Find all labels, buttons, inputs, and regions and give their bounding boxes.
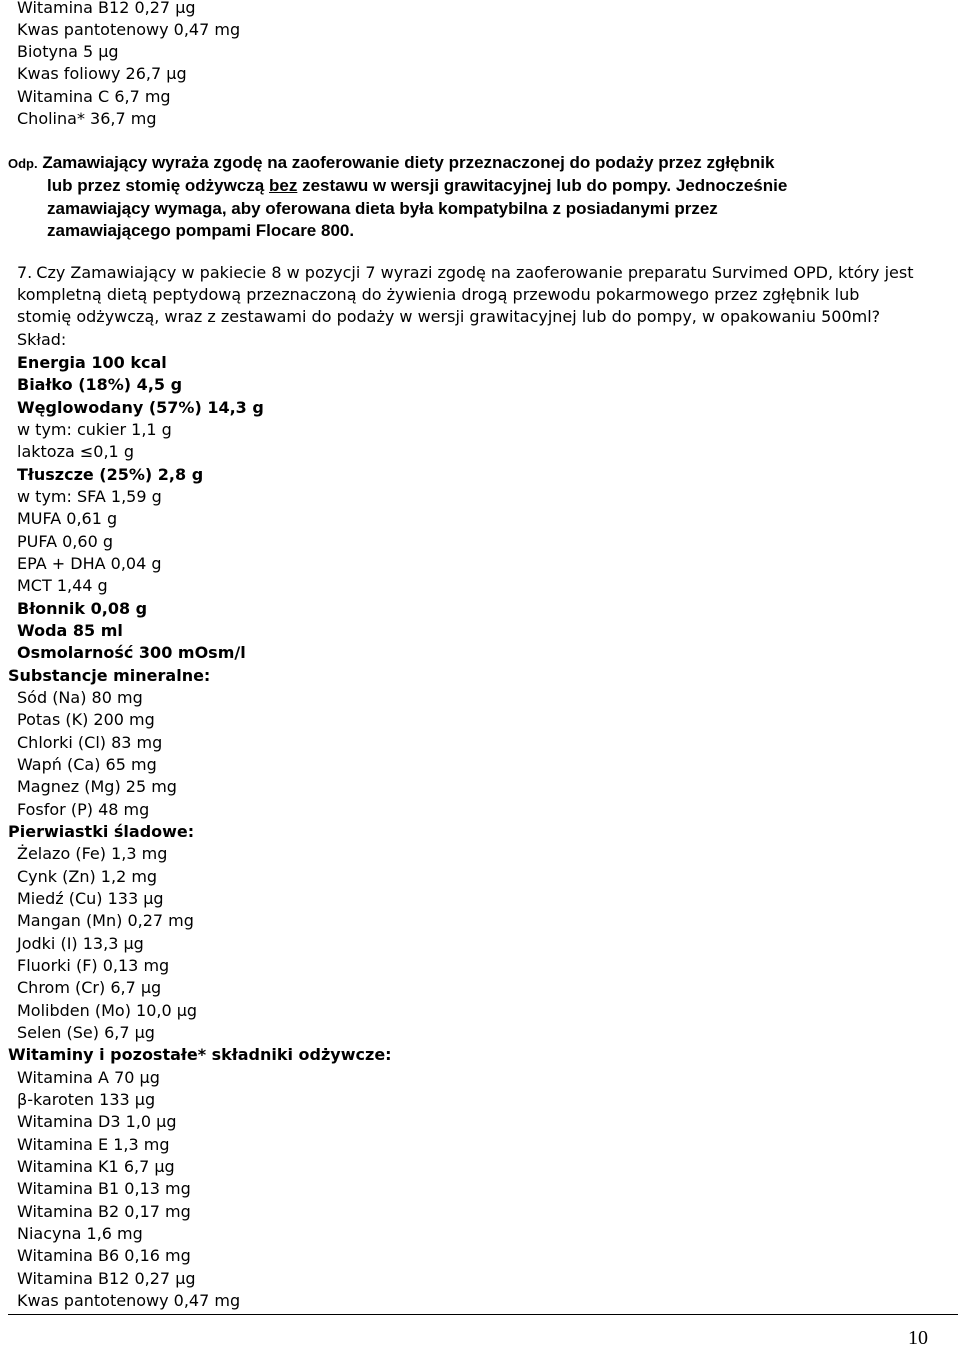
vitamin-item: Witamina B1 0,13 mg (17, 1179, 191, 1198)
answer-underlined-word: bez (269, 176, 298, 196)
less-or-equal-symbol: ≤ (79, 442, 94, 461)
list-item: Cholina* 36,7 mg (17, 109, 157, 128)
vitamin-item: Witamina K1 6,7 µg (17, 1157, 175, 1176)
list-item: Biotyna 5 µg (17, 42, 119, 61)
composition-item: MCT 1,44 g (17, 576, 108, 595)
question-line: kompletną dietą peptydową przeznaczoną do żywienia drogą przewodu pokarmowego przez zgłębnik lub (17, 285, 860, 305)
composition-item: PUFA 0,60 g (17, 532, 113, 551)
answer-label: Odp. (8, 156, 38, 171)
trace-item: Miedź (Cu) 133 µg (17, 889, 164, 908)
answer-line: Zamawiający wyraża zgodę na zaoferowanie diety przeznaczonej do podaży przez zgłębnik (42, 153, 775, 172)
composition-item: Energia 100 kcal (17, 353, 167, 372)
answer-line: zamawiającego pompami Flocare 800. (47, 220, 355, 240)
vitamin-item: β-karoten 133 µg (17, 1090, 156, 1109)
answer-line: zamawiający wymaga, aby oferowana dieta była kompatybilna z posiadanymi przez (47, 198, 718, 218)
vitamin-item: Witamina B12 0,27 µg (17, 1269, 196, 1288)
answer-text: zestawu w wersji grawitacyjnej lub do pompy. Jednocześnie (297, 176, 788, 196)
section-heading-minerals: Substancje mineralne: (8, 666, 211, 685)
question-text: Czy Zamawiający w pakiecie 8 w pozycji 7 wyrazi zgodę na zaoferowanie preparatu Survimed OPD, który jest (36, 263, 914, 282)
mineral-item: Wapń (Ca) 65 mg (17, 755, 157, 774)
list-item: Kwas pantotenowy 0,47 mg (17, 20, 241, 39)
vitamin-item: Witamina B2 0,17 mg (17, 1202, 191, 1221)
list-item: Kwas foliowy 26,7 µg (17, 64, 187, 83)
page-number: 10 (908, 1327, 928, 1349)
mineral-item: Sód (Na) 80 mg (17, 688, 143, 707)
list-item: Witamina B12 0,27 µg (17, 0, 196, 17)
trace-item: Selen (Se) 6,7 µg (17, 1023, 155, 1042)
vitamin-item: Witamina E 1,3 mg (17, 1135, 170, 1154)
composition-item: MUFA 0,61 g (17, 509, 118, 528)
question-line (17, 262, 947, 284)
composition-item: Węglowodany (57%) 14,3 g (17, 398, 264, 417)
answer-text: lub przez stomię odżywczą (47, 176, 269, 196)
trace-item: Cynk (Zn) 1,2 mg (17, 867, 158, 886)
trace-item: Mangan (Mn) 0,27 mg (17, 911, 194, 930)
mineral-item: Fosfor (P) 48 mg (17, 800, 150, 819)
vitamin-item: Niacyna 1,6 mg (17, 1224, 143, 1243)
section-heading-vitamins: Witaminy i pozostałe* składniki odżywcze: (8, 1045, 392, 1064)
composition-item: Tłuszcze (25%) 2,8 g (17, 465, 204, 484)
composition-item: Białko (18%) 4,5 g (17, 375, 183, 394)
vitamin-item: Witamina D3 1,0 µg (17, 1112, 177, 1131)
question-paragraph (17, 262, 947, 329)
list-item: Witamina C 6,7 mg (17, 87, 171, 106)
trace-item: Jodki (I) 13,3 µg (17, 934, 144, 953)
answer-paragraph (8, 152, 908, 242)
composition-item: w tym: cukier 1,1 g (17, 420, 172, 439)
composition-item: Osmolarność 300 mOsm/l (17, 643, 246, 662)
footer-rule (8, 1314, 958, 1315)
mineral-item: Chlorki (Cl) 83 mg (17, 733, 163, 752)
composition-item (17, 441, 134, 463)
trace-item: Chrom (Cr) 6,7 µg (17, 978, 162, 997)
composition-item: w tym: SFA 1,59 g (17, 487, 162, 506)
question-number: 7. (17, 263, 33, 282)
mineral-item: Potas (K) 200 mg (17, 710, 155, 729)
trace-item: Fluorki (F) 0,13 mg (17, 956, 170, 975)
section-heading-trace: Pierwiastki śladowe: (8, 822, 195, 841)
trace-item: Żelazo (Fe) 1,3 mg (17, 844, 168, 863)
composition-text: laktoza (17, 442, 80, 461)
vitamin-item: Kwas pantotenowy 0,47 mg (17, 1291, 241, 1310)
question-line: stomię odżywczą, wraz z zestawami do podaży w wersji grawitacyjnej lub do pompy, w opakowaniu 500ml? (17, 307, 881, 327)
composition-item: Woda 85 ml (17, 621, 123, 640)
composition-item: EPA + DHA 0,04 g (17, 554, 162, 573)
answer-line (8, 175, 908, 197)
vitamin-item: Witamina A 70 µg (17, 1068, 160, 1087)
composition-value: 0,1 g (93, 442, 134, 461)
mineral-item: Magnez (Mg) 25 mg (17, 777, 177, 796)
trace-item: Molibden (Mo) 10,0 µg (17, 1001, 198, 1020)
vitamin-item: Witamina B6 0,16 mg (17, 1246, 191, 1265)
composition-label: Skład: (17, 330, 67, 349)
composition-item: Błonnik 0,08 g (17, 599, 148, 618)
